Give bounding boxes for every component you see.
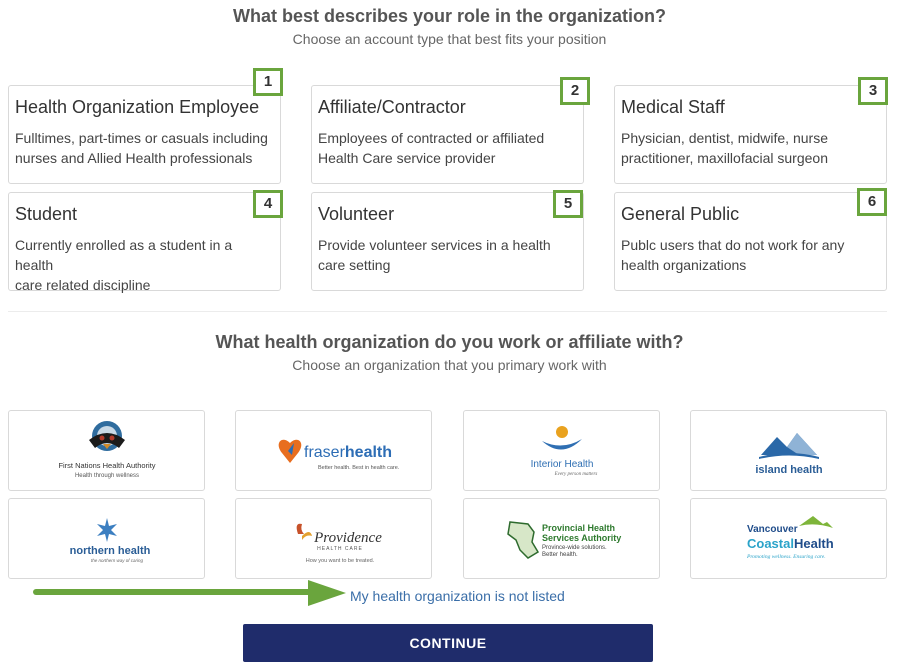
org-card-interior-health[interactable] [463,410,660,491]
role-title: General Public [621,204,740,224]
svg-text:Province-wide solutions.: Province-wide solutions. [541,544,607,551]
org-card-fraser-health[interactable] [235,410,432,491]
annotation-badge: 1 [253,68,283,96]
role-description: Publc users that do not work for any health organizations [621,237,845,273]
role-title: Health Organization Employee [15,97,260,117]
role-card-general-public[interactable] [614,192,887,291]
org-card-first-nations-health-authority[interactable] [8,410,205,491]
svg-text:CoastalHealth: CoastalHealth [746,535,834,551]
role-title: Student [15,204,78,224]
annotation-badge: 3 [858,77,888,105]
svg-text:Interior Health: Interior Health [530,458,593,470]
svg-text:Services Authority: Services Authority [541,532,621,543]
svg-text:Better health.: Better health. [541,551,578,558]
fnha-logo-icon [17,416,197,486]
svg-text:Promoting wellness. Ensuring c: Promoting wellness. Ensuring care. [746,553,826,560]
svg-text:Better health. Best in health: Better health. Best in health care. [317,464,399,471]
svg-text:Health through wellness: Health through wellness [74,472,139,479]
role-title: Affiliate/Contractor [318,97,466,117]
role-card-student[interactable] [8,192,281,291]
island-health-logo-icon [699,421,879,481]
role-description: Currently enrolled as a student in a health care related discipline [15,237,233,293]
svg-text:HEALTH CARE: HEALTH CARE [316,545,363,552]
role-card-medical-staff[interactable] [614,85,887,184]
svg-text:the northern way of caring: the northern way of caring [90,557,143,563]
interior-health-logo-icon [472,419,652,483]
svg-text:Providence: Providence [313,529,382,546]
svg-text:northern health: northern health [69,544,150,557]
fraser-health-logo-icon [244,421,424,481]
section-divider [8,311,887,312]
role-description: Employees of contracted or affiliated Health Care service provider [318,130,545,166]
svg-text:Vancouver: Vancouver [746,523,798,535]
org-section-subtitle: Choose an organization that you primary work with [292,357,607,373]
org-card-island-health[interactable] [690,410,887,491]
svg-text:island health: island health [754,463,823,476]
svg-text:First Nations Health Authority: First Nations Health Authority [57,460,156,470]
annotation-badge: 4 [253,190,283,218]
svg-text:fraserhealth: fraserhealth [303,443,392,461]
role-title: Volunteer [318,204,395,224]
annotation-badge: 5 [553,190,583,218]
role-section-title: What best describes your role in the organization? [232,6,667,26]
annotation-badge: 6 [857,188,887,216]
annotation-badge: 2 [560,77,590,105]
role-card-health-organization-employee[interactable] [8,85,281,184]
org-card-provincial-health-services-authority[interactable] [463,498,660,579]
role-section-subtitle: Choose an account type that best fits your position [292,31,607,47]
org-card-providence-health-care[interactable] [235,498,432,579]
phsa-logo-icon [472,508,652,570]
continue-button[interactable]: CONTINUE [243,624,653,662]
role-card-volunteer[interactable] [311,192,584,291]
org-card-northern-health[interactable] [8,498,205,579]
role-card-affiliate-contractor[interactable] [311,85,584,184]
org-card-vancouver-coastal-health[interactable] [690,498,887,579]
svg-text:Provincial Health: Provincial Health [541,522,615,533]
providence-logo-icon [244,508,424,570]
role-description: Fulltimes, part-times or casuals including nurses and Allied Health professionals [15,130,268,166]
org-not-listed-link[interactable]: My health organization is not listed [350,588,565,604]
annotation-arrow-icon [32,578,350,610]
vch-logo-icon [699,508,879,570]
role-title: Medical Staff [621,97,725,117]
role-description: Physician, dentist, midwife, nurse practitioner, maxillofacial surgeon [621,130,828,166]
northern-health-logo-icon [17,508,197,570]
role-description: Provide volunteer services in a health care setting [318,237,551,273]
svg-text:Every person matters: Every person matters [554,471,597,477]
svg-text:How you want to be treated.: How you want to be treated. [305,557,374,564]
org-section-title: What health organization do you work or affiliate with? [215,332,684,352]
